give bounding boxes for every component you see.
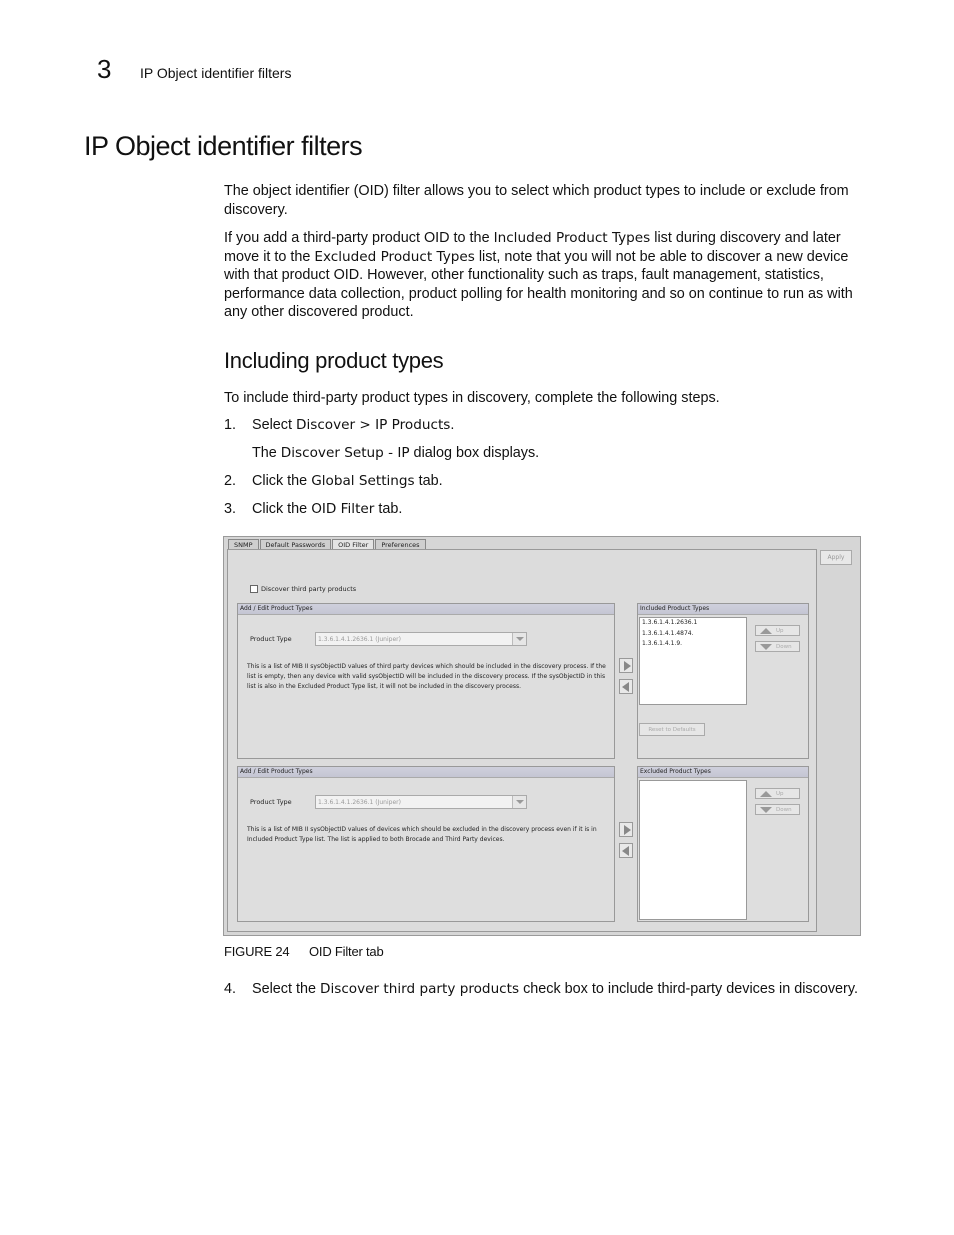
checkbox-label: Discover third party products (261, 585, 357, 593)
intro-paragraph: The object identifier (OID) filter allows you to select which product types to include or exclude from discovery. (224, 183, 849, 218)
step-number: 4. (224, 981, 237, 997)
step-number: 3. (224, 501, 237, 517)
group-header: Excluded Product Types (638, 767, 808, 778)
text: list, note that you will not be able to discover a new device with that product OID. However, other functionality such as traps, fault management, statistics, performance data collection, product polling for health monitoring and so on continue to run as with any other discovered product. (224, 248, 853, 321)
list-item[interactable]: 1.3.6.1.4.1.2636.1 (642, 619, 698, 626)
step-4 (224, 981, 858, 997)
text: list during discovery and later move it to the (224, 230, 841, 265)
tab-name: OID Filter (311, 501, 375, 517)
button-label: Up (776, 628, 784, 634)
arrow-down-icon (760, 644, 772, 650)
running-header: IP Object identifier filters (140, 65, 292, 81)
included-product-types-term: Included Product Types (493, 230, 651, 246)
include-description: This is a list of MIB II sysObjectID values of third party devices which should be included in the discovery process. If the list is empty, then any device with valid sysObjectID will be included in the discovery process. If the sysObjectID in this list is also in the Excluded Product Type list, it will not be included in the discovery process. (247, 663, 606, 690)
exclude-product-type-combo[interactable] (315, 795, 527, 809)
menu-path: Discover > IP Products (296, 417, 451, 433)
tab-oid-filter[interactable]: OID Filter (332, 539, 374, 550)
tab-preferences[interactable]: Preferences (375, 539, 425, 550)
tab-snmp[interactable]: SNMP (228, 539, 259, 550)
add-to-included-arrow-icon[interactable] (619, 658, 633, 673)
group-header: Add / Edit Product Types (238, 604, 614, 615)
include-add-edit-group (237, 603, 615, 759)
figure-label: FIGURE 24 (224, 944, 290, 959)
text: check box to include third-party devices in discovery. (519, 981, 858, 997)
oid-filter-screenshot (223, 536, 861, 936)
button-label: Down (776, 807, 792, 813)
page-title: IP Object identifier filters (84, 131, 363, 161)
arrow-down-icon (760, 807, 772, 813)
chevron-down-icon[interactable] (512, 633, 526, 645)
figure-caption (224, 944, 384, 959)
excluded-product-types-list[interactable] (639, 780, 747, 920)
dialog-name: Discover Setup - IP (280, 445, 410, 461)
text: The (252, 445, 281, 461)
included-product-types-list[interactable] (639, 617, 747, 705)
text: . (450, 417, 455, 433)
text: Select the (252, 981, 320, 997)
included-product-types-group (637, 603, 809, 759)
included-down-button[interactable] (755, 641, 800, 652)
chapter-number: 3 (97, 54, 112, 84)
list-item[interactable]: 1.3.6.1.4.1.4874. (642, 629, 694, 637)
text: Select (252, 417, 296, 433)
excluded-down-button[interactable] (755, 804, 800, 815)
group-header: Add / Edit Product Types (238, 767, 614, 778)
add-to-excluded-arrow-icon[interactable] (619, 822, 633, 837)
included-up-button[interactable] (755, 625, 800, 636)
text: Click the (252, 501, 312, 517)
text: tab. (374, 501, 403, 517)
apply-button[interactable]: Apply (820, 550, 852, 565)
tab-name: Global Settings (311, 473, 415, 489)
product-type-label: Product Type (250, 798, 292, 806)
oid-warning-paragraph (224, 229, 869, 322)
arrow-up-icon (760, 791, 772, 797)
excluded-product-types-group (637, 766, 809, 922)
remove-from-included-arrow-icon[interactable] (619, 679, 633, 694)
button-label: Down (776, 644, 792, 650)
text: Click the (252, 473, 312, 489)
product-type-label: Product Type (250, 635, 292, 643)
group-header: Included Product Types (638, 604, 808, 615)
tab-default-passwords[interactable]: Default Passwords (260, 539, 332, 550)
oid-filter-panel (227, 549, 817, 932)
include-product-type-combo[interactable] (315, 632, 527, 646)
arrow-up-icon (760, 628, 772, 634)
figure-title: OID Filter tab (309, 944, 384, 959)
combo-value: 1.3.6.1.4.1.2636.1 (Juniper) (318, 799, 401, 806)
exclude-description: This is a list of MIB II sysObjectID values of devices which should be excluded in the discovery process even if it is in Included Product Type list. The list is applied to both Brocade and Third Party devices. (247, 826, 597, 843)
excluded-product-types-term: Excluded Product Types (314, 248, 475, 265)
chevron-down-icon[interactable] (512, 796, 526, 808)
text: tab. (414, 473, 443, 489)
step-number: 2. (224, 473, 237, 489)
text: If you add a third-party product OID to the (224, 230, 494, 246)
step-3 (224, 501, 402, 517)
remove-from-excluded-arrow-icon[interactable] (619, 843, 633, 858)
combo-value: 1.3.6.1.4.1.2636.1 (Juniper) (318, 636, 401, 643)
button-label: Up (776, 791, 784, 797)
excluded-up-button[interactable] (755, 788, 800, 799)
reset-to-defaults-button[interactable]: Reset to Defaults (639, 723, 705, 736)
discover-third-party-checkbox[interactable] (250, 585, 356, 593)
section-intro: To include third-party product types in discovery, complete the following steps. (224, 390, 720, 406)
list-item[interactable]: 1.3.6.1.4.1.9. (642, 640, 683, 647)
step-1 (224, 417, 454, 433)
step-2 (224, 473, 443, 489)
exclude-add-edit-group (237, 766, 615, 922)
checkbox-box[interactable] (250, 585, 258, 593)
text: dialog box displays. (409, 445, 540, 461)
checkbox-name: Discover third party products (320, 981, 520, 997)
step-number: 1. (224, 417, 237, 433)
section-title: Including product types (224, 348, 444, 373)
step-1-result (252, 445, 539, 461)
